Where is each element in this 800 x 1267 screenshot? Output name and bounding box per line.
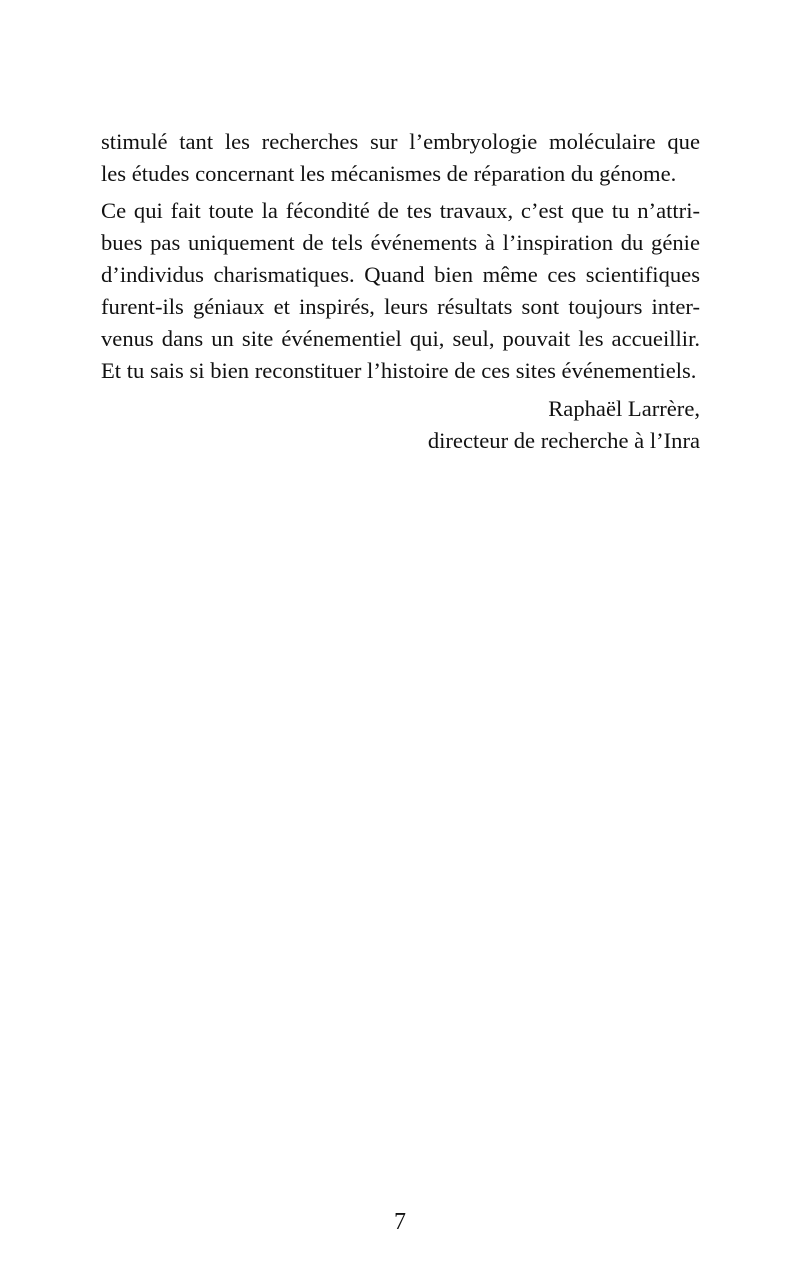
paragraph-2 bbox=[101, 195, 700, 387]
text-line: venus dans un site événementiel qui, seul, pouvait les accueillir. bbox=[101, 326, 700, 351]
signature-block bbox=[101, 393, 700, 457]
text-line: Et tu sais si bien reconstituer l’histoire de ces sites événementiels. bbox=[101, 358, 697, 383]
text-line: d’individus charismatiques. Quand bien même ces scientifiques bbox=[101, 262, 700, 287]
signature-name: Raphaël Larrère, bbox=[548, 396, 700, 421]
text-line: bues pas uniquement de tels événements à l’inspiration du génie bbox=[101, 230, 700, 255]
signature-title: directeur de recherche à l’Inra bbox=[427, 428, 700, 453]
text-line: stimulé tant les recherches sur l’embryologie moléculaire que bbox=[101, 129, 700, 154]
text-line: les études concernant les mécanismes de réparation du génome. bbox=[101, 161, 677, 186]
paragraph-1 bbox=[101, 126, 700, 190]
text-line: Ce qui fait toute la fécondité de tes travaux, c’est que tu n’attri- bbox=[101, 198, 700, 223]
text-line: furent-ils géniaux et inspirés, leurs résultats sont toujours inter- bbox=[101, 294, 700, 319]
page-body bbox=[101, 126, 700, 457]
page-number: 7 bbox=[394, 1209, 406, 1235]
